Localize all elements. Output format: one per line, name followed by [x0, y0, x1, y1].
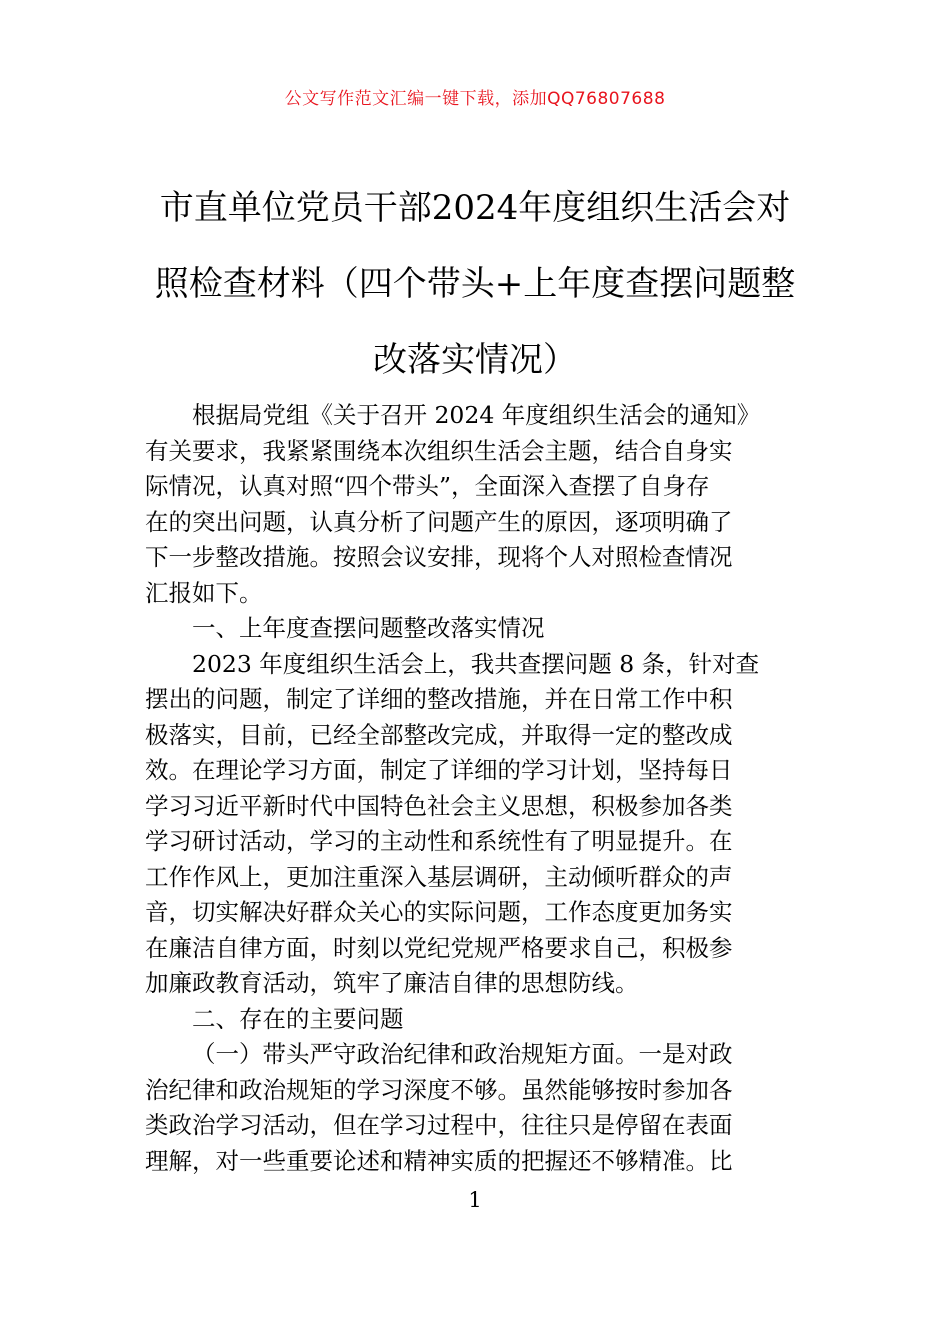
- paragraph-line: 效。在理论学习方面，制定了详细的学习计划，坚持每日: [145, 756, 733, 784]
- paragraph-line: 加廉政教育活动，筑牢了廉洁自律的思想防线。: [145, 969, 639, 997]
- paragraph-line: 在的突出问题，认真分析了问题产生的原因，逐项明确了: [145, 507, 733, 536]
- paragraph-line: 2023 年度组织生活会上，我共查摆问题 8 条，针对查: [192, 649, 760, 678]
- paragraph-line: （一）带头严守政治纪律和政治规矩方面。一是对政: [192, 1040, 733, 1068]
- paragraph-line: 工作作风上，更加注重深入基层调研，主动倾听群众的声: [145, 862, 733, 891]
- paragraph-line: 类政治学习活动，但在学习过程中，往往只是停留在表面: [145, 1111, 733, 1139]
- section-heading: 二、存在的主要问题: [192, 1004, 404, 1033]
- document-body: [145, 398, 807, 1179]
- paragraph-line: 汇报如下。: [145, 578, 263, 607]
- paragraph-line: 音，切实解决好群众关心的实际问题，工作态度更加务实: [145, 898, 733, 926]
- title-line: 改落实情况）: [373, 340, 577, 380]
- header-note: 公文写作范文汇编一键下载，添加QQ76807688: [284, 89, 666, 109]
- paragraph-line: 在廉洁自律方面，时刻以党纪党规严格要求自己，积极参: [145, 933, 733, 962]
- paragraph-line: 下一步整改措施。按照会议安排，现将个人对照检查情况: [145, 543, 733, 571]
- paragraph-line: 学习研讨活动，学习的主动性和系统性有了明显提升。在: [145, 827, 733, 855]
- title-line: 照检查材料（四个带头+上年度查摆问题整: [154, 264, 796, 304]
- paragraph-line: 摆出的问题，制定了详细的整改措施，并在日常工作中积: [145, 685, 733, 713]
- paragraph-line: 理解，对一些重要论述和精神实质的把握还不够精准。比: [145, 1146, 733, 1175]
- paragraph-line: 学习习近平新时代中国特色社会主义思想，积极参加各类: [145, 791, 733, 820]
- page-number: 1: [468, 1188, 482, 1212]
- section-heading: 一、上年度查摆问题整改落实情况: [192, 614, 545, 642]
- paragraph-line: 极落实，目前，已经全部整改完成，并取得一定的整改成: [145, 720, 733, 749]
- paragraph-line: 有关要求，我紧紧围绕本次组织生活会主题，结合自身实: [145, 436, 733, 465]
- document-title: [120, 170, 830, 398]
- paragraph-line: 治纪律和政治规矩的学习深度不够。虽然能够按时参加各: [145, 1075, 733, 1104]
- title-line: 市直单位党员干部2024年度组织生活会对: [159, 188, 791, 228]
- paragraph-line: 根据局党组《关于召开 2024 年度组织生活会的通知》: [192, 401, 761, 429]
- paragraph-line: 际情况，认真对照“四个带头”，全面深入查摆了自身存: [145, 472, 710, 500]
